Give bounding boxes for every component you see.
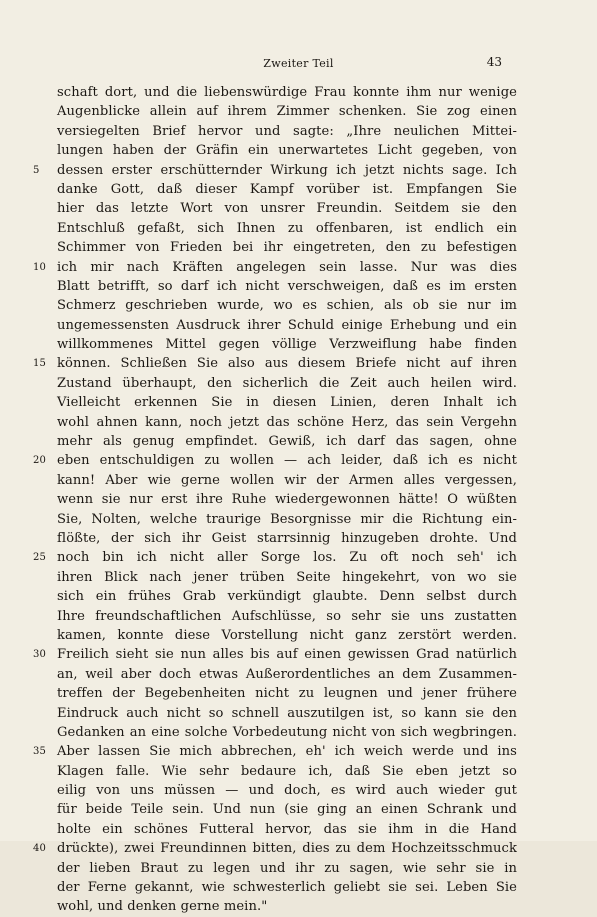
line-text: eilig von uns müssen — und doch, es wird auch wieder gut [57, 783, 517, 799]
text-line [57, 665, 517, 684]
text-line [57, 219, 517, 238]
line-text: lungen haben der Gräfin ein unerwartetes Licht gegeben, von [57, 143, 517, 159]
text-line [57, 413, 517, 432]
text-line [33, 742, 517, 761]
text-line [33, 548, 517, 567]
text-line [57, 859, 517, 878]
line-text: Freilich sieht sie nun alles bis auf einen gewissen Grad natürlich [57, 647, 517, 663]
line-text: noch bin ich nicht aller Sorge los. Zu oft noch seh' ich [57, 550, 517, 566]
text-line [57, 897, 517, 916]
text-line [57, 587, 517, 606]
line-text: wenn sie nur erst ihre Ruhe wiedergewonnen hätte! O wüßten [57, 492, 517, 508]
text-line [57, 684, 517, 703]
line-text: treffen der Begebenheiten nicht zu leugnen und jener frühere [57, 686, 517, 702]
text-line [57, 529, 517, 548]
line-text: flößte, der sich ihr Geist starrsinnig hinzugeben drohte. Und [57, 530, 517, 546]
text-line [57, 199, 517, 218]
line-text: an, weil aber doch etwas Außerordentliches an dem Zusammen- [57, 666, 517, 682]
line-text: wohl ahnen kann, noch jetzt das schöne Herz, das sein Vergehn [57, 414, 517, 430]
text-line [57, 335, 517, 354]
line-text: der lieben Braut zu legen und ihr zu sagen, wie sehr sie in [57, 860, 517, 876]
text-line [57, 296, 517, 315]
text-line [33, 645, 517, 664]
line-text: dessen erster erschütternder Wirkung ich jetzt nichts sage. Ich [57, 162, 517, 178]
line-text: willkommenes Mittel gegen völlige Verzweiflung habe finden [57, 337, 517, 353]
line-text: Entschluß gefaßt, sich Ihnen zu offenbaren, ist endlich ein [57, 220, 517, 236]
text-line [57, 122, 517, 141]
text-line [57, 102, 517, 121]
text-line [57, 471, 517, 490]
text-line [57, 568, 517, 587]
line-text: schaft dort, und die liebenswürdige Frau konnte ihm nur wenige [57, 85, 517, 100]
text-line [33, 839, 517, 858]
line-text: Sie, Nolten, welche traurige Besorgnisse mir die Richtung ein- [57, 511, 517, 527]
line-text: holte ein schönes Futteral hervor, das sie ihm in die Hand [57, 821, 517, 837]
text-line [57, 83, 517, 102]
body-text [33, 83, 517, 917]
line-text: danke Gott, daß dieser Kampf vorüber ist. Empfangen Sie [57, 181, 517, 197]
text-line [57, 723, 517, 742]
line-number: 15 [33, 358, 46, 370]
text-line [57, 626, 517, 645]
line-text: mehr als genug empfindet. Gewiß, ich darf das sagen, ohne [57, 434, 517, 450]
line-number: 30 [33, 649, 46, 661]
line-text: Schmerz geschrieben wurde, wo es schien, als ob sie nur im [57, 298, 517, 314]
line-text: ungemessensten Ausdruck ihrer Schuld einige Erhebung und ein [57, 317, 517, 333]
text-line [57, 762, 517, 781]
line-text: kann! Aber wie gerne wollen wir der Armen alles vergessen, [57, 472, 517, 488]
page-number: 43 [486, 55, 502, 69]
text-line [57, 277, 517, 296]
line-text: Ihre freundschaftlichen Aufschlüsse, so sehr sie uns zustatten [57, 608, 517, 624]
line-text: Eindruck auch nicht so schnell auszutilgen ist, so kann sie den [57, 705, 517, 721]
line-text: ich mir nach Kräften angelegen sein lasse. Nur was dies [57, 259, 517, 275]
line-number: 25 [33, 552, 46, 564]
line-text: ihren Blick nach jener trüben Seite hingekehrt, von wo sie [57, 569, 517, 585]
line-number: 35 [33, 746, 46, 758]
line-text: Zustand überhaupt, den sicherlich die Zeit auch heilen wird. [57, 375, 517, 391]
line-text: sich ein frühes Grab verkündigt glaubte. Denn selbst durch [57, 589, 517, 605]
line-text: Klagen falle. Wie sehr bedaure ich, daß Sie eben jetzt so [57, 763, 517, 779]
text-line [57, 510, 517, 529]
line-text: Gedanken an eine solche Vorbedeutung nicht von sich wegbringen. [57, 724, 517, 740]
line-text: eben entschuldigen zu wollen — ach leider, daß ich es nicht [57, 453, 517, 469]
text-line [57, 374, 517, 393]
text-line [57, 820, 517, 839]
running-head: Zweiter Teil [263, 57, 334, 70]
line-text: kamen, konnte diese Vorstellung nicht ganz zerstört werden. [57, 627, 517, 643]
text-line [57, 432, 517, 451]
text-line [57, 316, 517, 335]
text-line [57, 393, 517, 412]
text-line [57, 141, 517, 160]
line-text: für beide Teile sein. Und nun (sie ging an einen Schrank und [57, 802, 517, 818]
text-line [57, 800, 517, 819]
line-text: versiegelten Brief hervor und sagte: „Ihre neulichen Mittei- [57, 123, 517, 139]
line-text: Augenblicke allein auf ihrem Zimmer schenken. Sie zog einen [57, 104, 517, 120]
text-line [57, 878, 517, 897]
line-text: der Ferne gekannt, wie schwesterlich geliebt sie sei. Leben Sie [57, 880, 517, 896]
text-line [33, 161, 517, 180]
line-text: hier das letzte Wort von unsrer Freundin. Seitdem sie den [57, 201, 517, 217]
text-line [57, 781, 517, 800]
text-line [33, 451, 517, 470]
line-text: drückte), zwei Freundinnen bitten, dies zu dem Hochzeitsschmuck [57, 841, 517, 857]
line-number: 40 [33, 843, 46, 855]
line-number: 20 [33, 455, 46, 467]
line-text: Vielleicht erkennen Sie in diesen Linien, deren Inhalt ich [57, 395, 517, 411]
line-number: 10 [33, 261, 46, 273]
text-line [57, 607, 517, 626]
text-line [33, 354, 517, 373]
text-line [57, 238, 517, 257]
text-line [57, 490, 517, 509]
line-number: 5 [33, 164, 40, 176]
line-text: können. Schließen Sie also aus diesem Briefe nicht auf ihren [57, 356, 517, 372]
text-line [33, 258, 517, 277]
line-text: Aber lassen Sie mich abbrechen, eh' ich weich werde und ins [57, 744, 517, 760]
line-text: wohl, und denken gerne mein." [57, 899, 268, 915]
line-text: Schimmer von Frieden bei ihr eingetreten, den zu befestigen [57, 240, 517, 256]
text-line [57, 704, 517, 723]
text-line [57, 180, 517, 199]
line-text: Blatt betrifft, so darf ich nicht verschweigen, daß es im ersten [57, 278, 517, 294]
